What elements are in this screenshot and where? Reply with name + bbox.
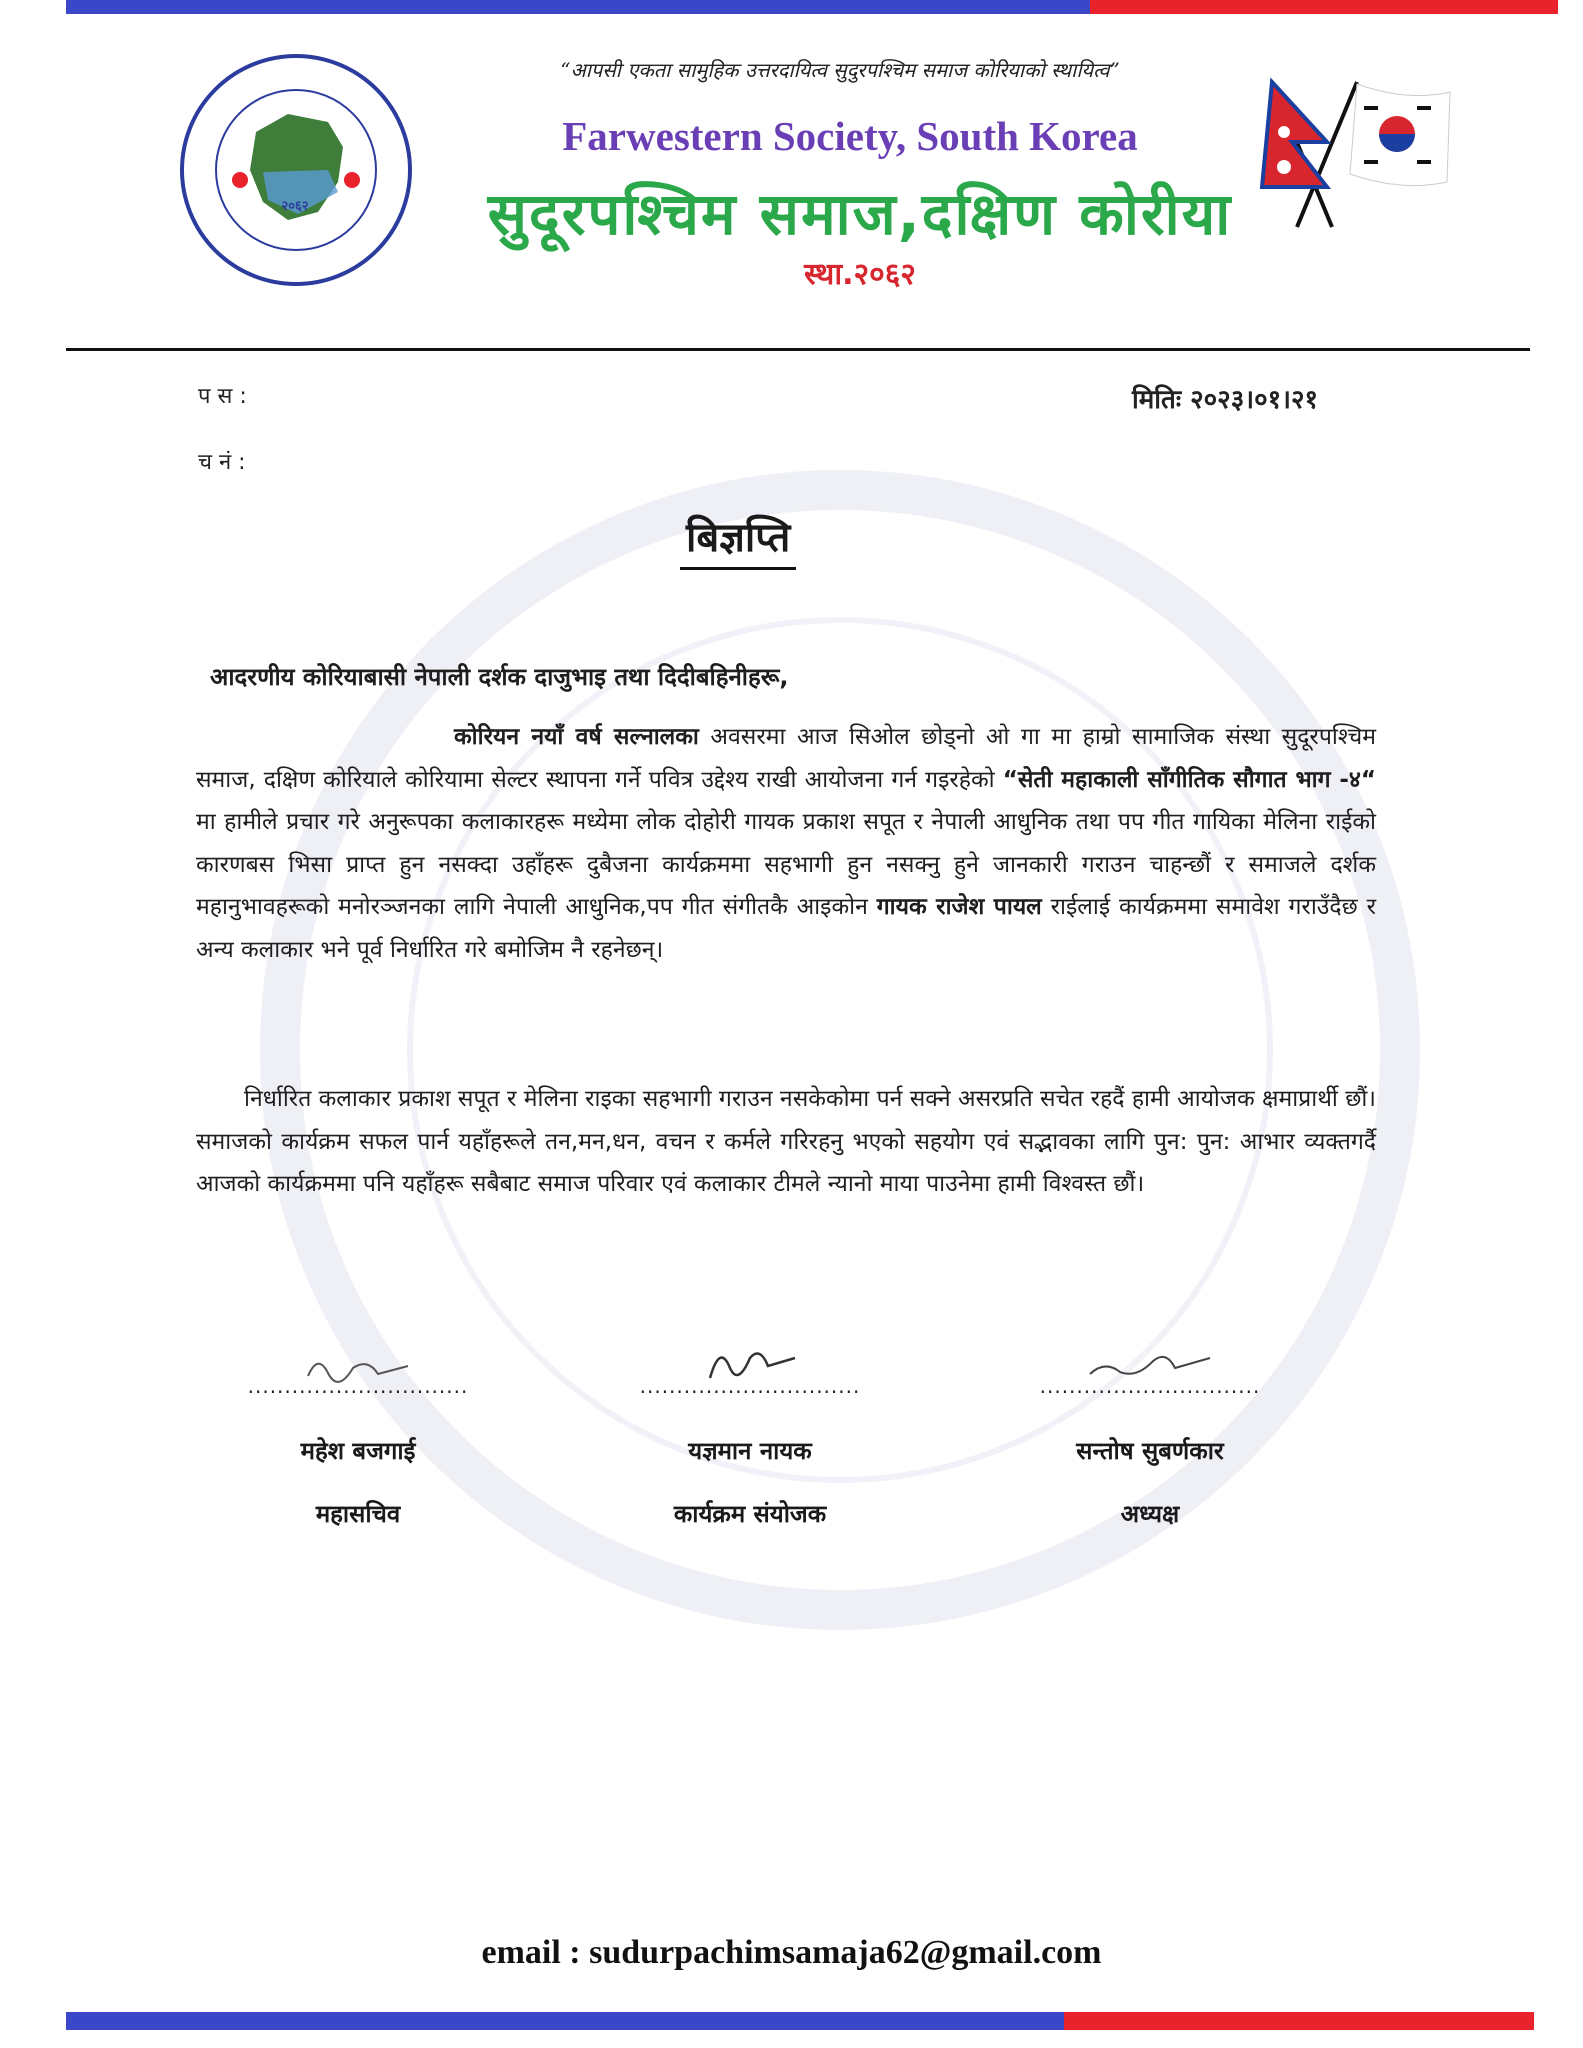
chalani-label: च नं : [198,450,246,475]
signatory-role: महासचिव [315,1500,401,1528]
p1-text-3: राईलाई कार्यक्रममा समावेश गराउँदैछ र अन्य कलाकार भने पूर्व निर्धारित गरे बमोजिम नै रहनेछन्। [196,894,1376,963]
motto: “आपसी एकता सामुहिक उत्तरदायित्व सुदुरपश्चिम समाज कोरियाको स्थायित्व” [560,58,1120,82]
notice-date: मितिः २०२३।०१।२१ [1132,385,1319,415]
signatory-role: कार्यक्रम संयोजक [673,1500,827,1528]
footer-email[interactable]: email : sudurpachimsamaja62@gmail.com [481,1934,1102,1971]
signatory-role: अध्यक्ष [1120,1500,1180,1528]
signatory-name: सन्तोष सुबर्णकार [1076,1437,1224,1465]
p1-bold-2: “सेती महाकाली साँगीतिक सौगात भाग -४“ [1002,766,1376,793]
p1-bold-1: कोरियन नयाँ वर्ष सल्नालका [454,724,699,750]
signature-line: .............................. [247,1374,469,1398]
bottom-stripe-red [1064,2012,1534,2030]
signatory-3 [1020,1348,1280,1530]
reference-label: प स : [198,384,247,409]
salutation: आदरणीय कोरियाबासी नेपाली दर्शक दाजुभाइ तथा दिदीबहिनीहरू, [210,663,789,691]
p1-text-1: अवसरमा आज सिओल छोड्नो ओ गा मा हाम्रो सामाजिक संस्था सुदूरपश्चिम समाज, दक्षिण कोरियाले कोरियामा सेल्टर स्थापना गर्ने पवित्र उद्देश्य राखी आयोजना गर्न गइरहेको [196,724,1376,793]
org-name-english: Farwestern Society, South Korea [562,113,1138,159]
established-year: स्था.२०६२ [804,257,916,292]
society-logo-icon [178,52,414,288]
logo-year: २०६२ [281,199,309,214]
org-name-nepali: सुदूरपश्चिम समाज,दक्षिण कोरीया [487,180,1233,248]
signatory-name: महेश बजगाई [300,1437,416,1465]
bottom-stripe-blue [66,2012,1064,2030]
signatory-name: यज्ञमान नायक [688,1437,812,1465]
notice-title: बिज्ञप्ति [680,508,796,570]
p1-text-2: मा हामीले प्रचार गरे अनुरूपका कलाकारहरू मध्येमा लोक दोहोरी गायक प्रकाश सपूत र नेपाली आधुनिक तथा पप गीत गायिका मेलिना राईको कारणबस भिसा प्राप्त हुन नसक्दा उहाँहरू दुबैजना कार्यक्रममा सहभागी हुन नसक्नु हुने जानकारी गराउन चाहन्छौं र समाजले दर्शक महानुभावहरूको मनोरञ्जनका लागि नेपाली आधुनिक,पप गीत संगीतकै आइकोन [196,809,1376,920]
paragraph-1 [196,716,1376,971]
signatory-1 [228,1348,488,1530]
p1-bold-3: गायक राजेश पायल [876,894,1042,920]
header-divider [66,348,1530,351]
signatory-2 [620,1348,880,1530]
signature-line: .............................. [639,1374,861,1398]
paragraph-2: निर्धारित कलाकार प्रकाश सपूत र मेलिना राइका सहभागी गराउन नसकेकोमा पर्न सक्ने असरप्रति सचेत रहदैं हामी आयोजक क्षमाप्रार्थी छौं। समाजको कार्यक्रम सफल पार्न यहाँहरूले तन,मन,धन, वचन र कर्मले गरिरहनु भएको सहयोग एवं सद्भावका लागि पुन: पुन: आभार व्यक्तगर्दै आजको कार्यक्रममा पनि यहाँहरू सबैबाट समाज परिवार एवं कलाकार टीमले न्यानो माया पाउनेमा हामी विश्वस्त छौं। [196,1086,1376,1197]
top-stripe-blue [66,0,1090,14]
signature-line: .............................. [1039,1374,1261,1398]
top-stripe-red [1090,0,1558,14]
